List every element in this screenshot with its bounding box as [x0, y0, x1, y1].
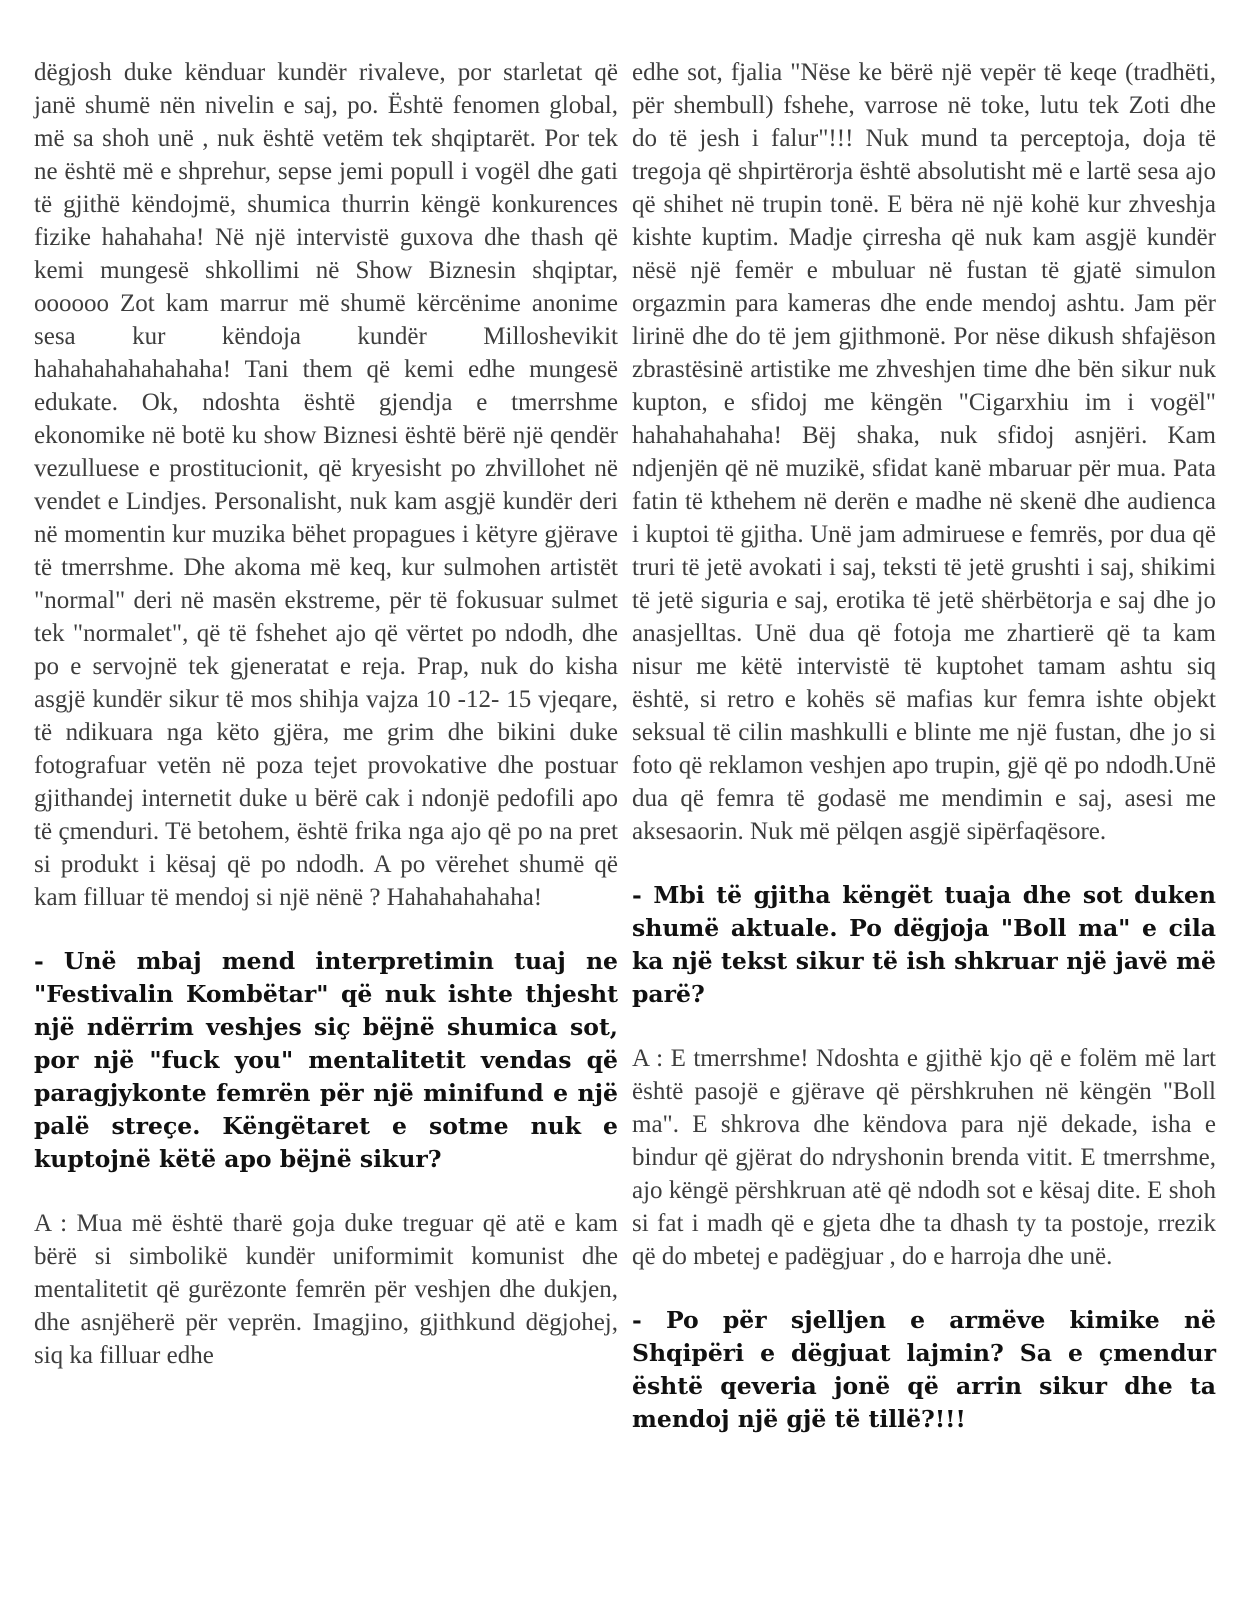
interview-question: - Po për sjelljen e armëve kimike në Shqipëri e dëgjuat lajmin? Sa e çmendur është qeveria jonë që arrin sikur dhe ta mendoj një gjë të tillë?!!! [632, 1306, 1216, 1433]
paragraph-spacer [34, 1176, 618, 1207]
left-column [34, 56, 618, 1372]
body-paragraph: dëgjosh duke kënduar kundër rivaleve, por starletat që janë shumë nën nivelin e saj, po. Është fenomen global, më sa shoh unë , nuk është vetëm tek shqiptarët. Por tek ne është më e shprehur, sepse jemi popull i vogël dhe gati të gjithë këndojmë, shumica thurrin këngë konkurences fizike hahahaha! Në një intervistë guxova dhe thash që kemi mungesë shkollimi në Show Biznesin shqiptar, oooooo Zot kam marrur më shumë kërcënime anonime sesa kur këndoja kundër Milloshevikit hahahahahahahaha! Tani them që kemi edhe mungesë edukate. Ok, ndoshta është gjendja e tmerrshme ekonomike në botë ku show Biznesi është bërë një qendër vezulluese e prostitucionit, që kryesisht po zhvillohet në vendet e Lindjes. Personalisht, nuk kam asgjë kundër deri në momentin kur muzika bëhet propagues i këtyre gjërave të tmerrshme. Dhe akoma më keq, kur sulmohen artistët "normal" deri në masën ekstreme, për të fokusuar sulmet tek "normalet", që të fshehet ajo që vërtet po ndodh, dhe po e servojnë tek gjeneratat e reja. Prap, nuk do kisha asgjë kundër sikur të mos shihja vajza 10 -12- 15 vjeqare, të ndikuara nga këto gjëra, me grim dhe bikini duke fotografuar vetën në poza tejet provokative dhe postuar gjithandej internetit duke u bërë cak i ndonjë pedofili apo të çmenduri. Të betohem, është frika nga ajo që po na pret si produkt i kësaj që po ndodh. A po vërehet shumë që kam filluar të mendoj si një nënë ? Hahahahahaha! [34, 59, 618, 911]
paragraph-spacer [632, 1273, 1216, 1304]
body-paragraph: edhe sot, fjalia "Nëse ke bërë një vepër të keqe (tradhëti, për shembull) fshehe, varrose në toke, lutu tek Zoti dhe do të jesh i falur"!!! Nuk mund ta perceptoja, doja të tregoja që shpirtërorja është absolutisht më e lartë sesa ajo që shihet në trupin tonë. E bëra në një kohë kur zhveshja kishte kuptim. Madje çirresha që nuk kam asgjë kundër nësë një femër e mbuluar në fustan të gjatë simulon orgazmin para kameras dhe ende mendoj ashtu. Jam për lirinë dhe do të jem gjithmonë. Por nëse dikush shfajëson zbrastësinë artistike me zhveshjen time dhe bën sikur nuk kupton, e sfidoj me këngën "Cigarxhiu im i vogël" hahahahahaha! Bëj shaka, nuk sfidoj asnjëri. Kam ndjenjën që në muzikë, sfidat kanë mbaruar për mua. Pata fatin të kthehem në derën e madhe në skenë dhe audienca i kuptoi të gjitha. Unë jam admiruese e femrës, por dua që truri të jetë avokati i saj, teksti të jetë grushti i saj, shikimi të jetë siguria e saj, erotika të jetë shërbëtorja e saj dhe jo anasjelltas. Unë dua që fotoja me zhartierë që ta kam nisur me këtë intervistë të kuptohet tamam ashtu siq është, si retro e kohës së mafias kur femra ishte objekt seksual të cilin mashkulli e blinte me një fustan, dhe jo si foto që reklamon veshjen apo trupin, gjë që po ndodh.Unë dua që femra të godasë me mendimin e saj, asesi me aksesaorin. Nuk më pëlqen asgjë sipërfaqësore. [632, 59, 1216, 845]
interview-answer: A : Mua më është tharë goja duke treguar që atë e kam bërë si simbolikë kundër uniformimit komunist dhe mentalitetit që gurëzonte femrën për veshjen dhe dukjen, dhe asnjëherë për veprën. Imagjino, gjithkund dëgjohej, siq ka filluar edhe [34, 1210, 618, 1369]
paragraph-spacer [632, 1011, 1216, 1042]
paragraph-spacer [34, 914, 618, 945]
interview-question: - Unë mbaj mend interpretimin tuaj ne "Festivalin Kombëtar" që nuk ishte thjesht një ndërrim veshjes siç bëjnë shumica sot, por një "fuck you" mentalitetit vendas që paragjykonte femrën për një minifund e një palë streçe. Këngëtaret e sotme nuk e kuptojnë këtë apo bëjnë sikur? [34, 947, 618, 1173]
interview-question: - Mbi të gjitha këngët tuaja dhe sot duken shumë aktuale. Po dëgjoja "Boll ma" e cila ka një tekst sikur të ish shkruar një javë më parë? [632, 881, 1216, 1008]
interview-answer: A : E tmerrshme! Ndoshta e gjithë kjo që e folëm më lart është pasojë e gjërave që përshkruhen në këngën "Boll ma". E shkrova dhe këndova para një dekade, isha e bindur që gjërat do ndryshonin brenda vitit. E tmerrshme, ajo këngë përshkruan atë që ndodh sot e kësaj dite. E shoh si fat i madh që e gjeta dhe ta dhash ty ta postoje, rrezik që do mbetej e padëgjuar , do e harroja dhe unë. [632, 1045, 1216, 1270]
paragraph-spacer [632, 848, 1216, 879]
right-column [632, 56, 1216, 1436]
